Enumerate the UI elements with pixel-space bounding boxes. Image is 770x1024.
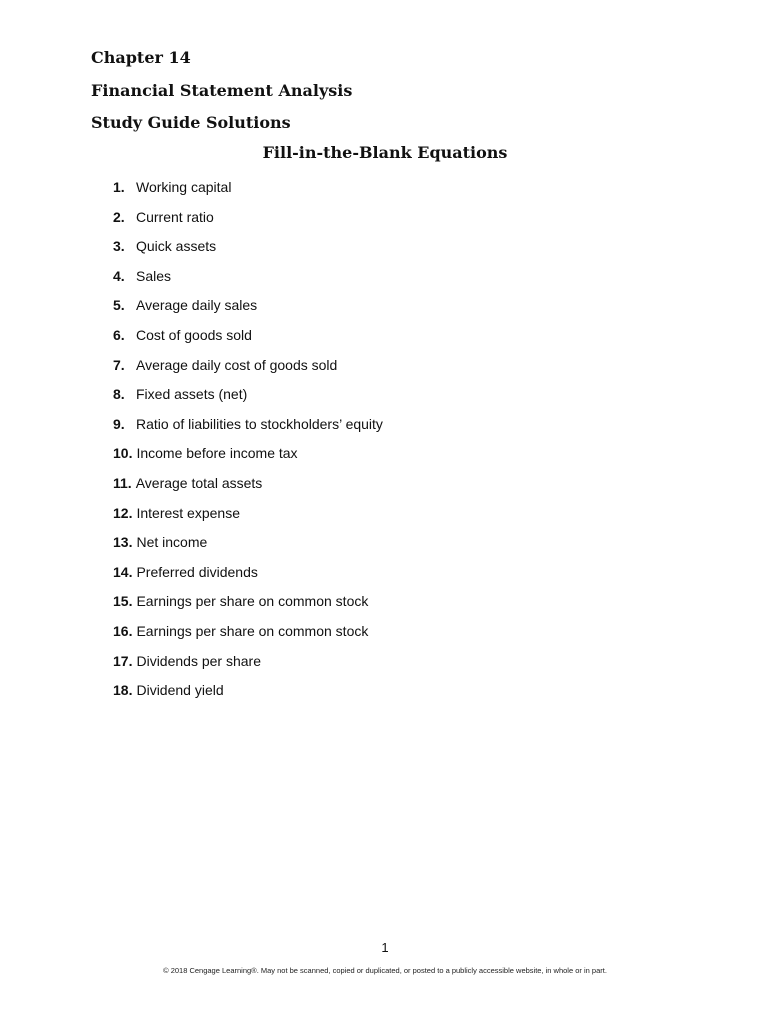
- subject-title: Financial Statement Analysis: [91, 81, 353, 100]
- answer-text: Average total assets: [135, 474, 263, 491]
- answer-item-12: [113, 503, 383, 533]
- answer-number: 2.: [113, 208, 125, 225]
- answer-item-4: [113, 266, 383, 296]
- answer-list: [113, 177, 383, 710]
- answer-number: 18.: [113, 682, 133, 699]
- answer-text: Earnings per share on common stock: [136, 593, 369, 610]
- answer-item-11: [113, 473, 383, 503]
- chapter-title: Chapter 14: [91, 48, 191, 67]
- answer-number: 7.: [113, 356, 125, 373]
- answer-item-10: [113, 443, 383, 473]
- answer-text: Current ratio: [136, 208, 214, 225]
- guide-title: Study Guide Solutions: [91, 113, 291, 132]
- answer-text: Dividends per share: [136, 652, 261, 669]
- answer-number: 9.: [113, 415, 125, 432]
- answer-number: 15.: [113, 593, 133, 610]
- answer-item-6: [113, 325, 383, 355]
- answer-item-13: [113, 532, 383, 562]
- answer-text: Sales: [136, 267, 172, 284]
- answer-item-9: [113, 414, 383, 444]
- answer-number: 13.: [113, 534, 133, 551]
- answer-text: Earnings per share on common stock: [136, 622, 369, 639]
- answer-text: Average daily cost of goods sold: [136, 356, 338, 373]
- answer-item-18: [113, 680, 383, 710]
- answer-text: Cost of goods sold: [136, 326, 252, 343]
- answer-text: Net income: [136, 534, 208, 551]
- answer-text: Interest expense: [136, 504, 240, 521]
- answer-item-17: [113, 651, 383, 681]
- answer-text: Quick assets: [136, 238, 217, 255]
- answer-text: Ratio of liabilities to stockholders’ equity: [136, 415, 383, 432]
- answer-number: 5.: [113, 297, 125, 314]
- answer-text: Preferred dividends: [136, 563, 258, 580]
- answer-item-7: [113, 355, 383, 385]
- section-title: Fill-in-the-Blank Equations: [262, 143, 508, 162]
- answer-item-1: [113, 177, 383, 207]
- answer-text: Average daily sales: [136, 297, 258, 314]
- answer-text: Dividend yield: [136, 682, 224, 699]
- answer-number: 12.: [113, 504, 133, 521]
- answer-number: 6.: [113, 326, 125, 343]
- answer-number: 16.: [113, 622, 133, 639]
- answer-item-3: [113, 236, 383, 266]
- answer-number: 4.: [113, 267, 125, 284]
- answer-number: 1.: [113, 179, 125, 195]
- answer-item-14: [113, 562, 383, 592]
- answer-text: Income before income tax: [136, 445, 298, 462]
- answer-number: 11.: [113, 474, 132, 491]
- answer-item-15: [113, 591, 383, 621]
- answer-number: 8.: [113, 386, 125, 403]
- answer-number: 14.: [113, 563, 133, 580]
- answer-number: 10.: [113, 445, 133, 462]
- answer-item-16: [113, 621, 383, 651]
- answer-text: Fixed assets (net): [136, 386, 248, 403]
- answer-item-5: [113, 295, 383, 325]
- answer-text: Working capital: [136, 179, 232, 195]
- answer-number: 3.: [113, 238, 125, 255]
- answer-item-8: [113, 384, 383, 414]
- copyright-notice: © 2018 Cengage Learning®. May not be scanned, copied or duplicated, or posted to a publicly accessible website, in whole or in part.: [163, 966, 607, 975]
- answer-item-2: [113, 207, 383, 237]
- answer-number: 17.: [113, 652, 133, 669]
- page-number: 1: [381, 940, 389, 955]
